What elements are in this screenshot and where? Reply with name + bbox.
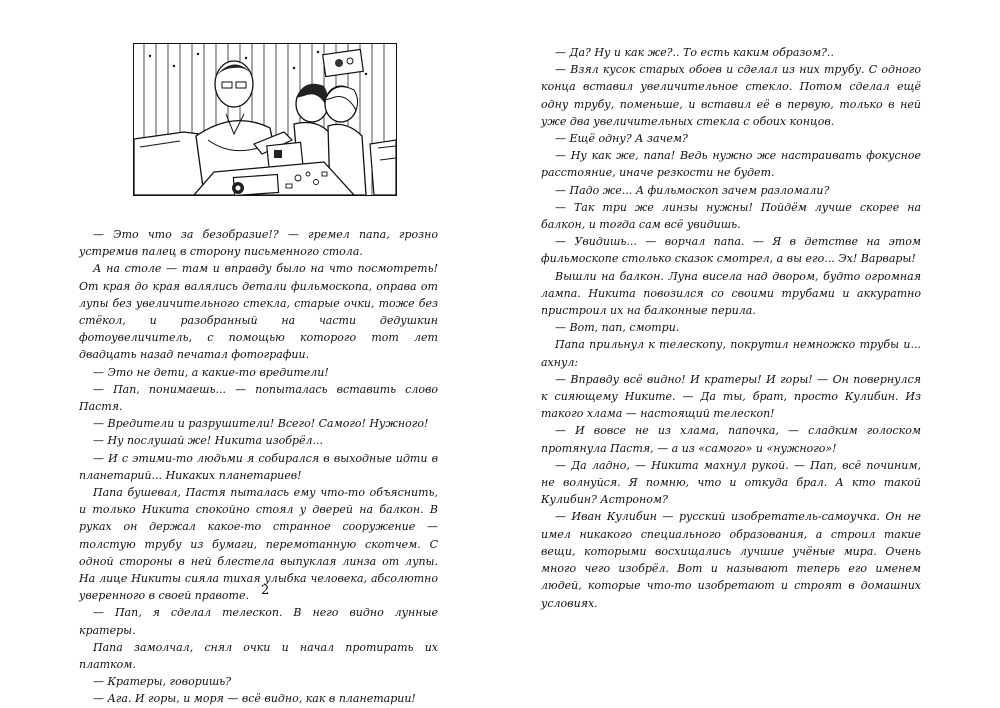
left-paragraph-10: Папа замолчал, снял очки и начал протирать их платком. (79, 640, 438, 672)
right-paragraph-12: — И вовсе не из хлама, папочка, — сладким голоском протянула Пастя, — а из «самого» и «нужного»! (541, 424, 921, 455)
left-text-column (79, 226, 438, 708)
page-number: 2 (261, 583, 270, 598)
right-paragraph-6: — Так три же линзы нужны! Пойдём лучше скорее на балкон, и тогда сам всё увидишь. (541, 200, 921, 232)
right-paragraph-2: — Взял кусок старых обоев и сделал из них трубу. С одного конца вставил увеличительное стекло. Потом сделал ещё одну трубу, поменьше, и вставил её в первую, только в ней уже два увеличительных стекла с обоих концов. (541, 63, 921, 128)
right-paragraph-13: — Да ладно, — Никита махнул рукой. — Пап, всё починим, не волнуйся. Я помню, что и откуда брал. А кто такой Кулибин? Астроном? (541, 458, 921, 507)
right-paragraph-10: Папа прильнул к телескопу, покрутил немножко трубы и... ахнул: (541, 338, 921, 369)
left-page (0, 0, 500, 706)
right-paragraph-1: — Да? Ну и как же?.. То есть каким образом?.. (555, 46, 835, 59)
right-page (500, 0, 1000, 643)
left-paragraph-3: — Это не дети, а какие-то вредители! (93, 365, 329, 379)
left-paragraph-12: — Ага. И горы, и моря — всё видно, как в планетарии! (93, 692, 416, 706)
illustration (133, 43, 397, 196)
left-paragraph-8: Папа бушевал, Пастя пыталась ему что-то объяснить, и только Никита спокойно стоял у дверей на балкон. В руках он держал какое-то странное сооружение — толстую трубу из бумаги, перемотанную скотчем. С одной стороны в ней блестела выпуклая линза от лупы. На лице Никиты сияла тихая улыбка человека, абсолютно уверенного в своей правоте. (79, 486, 438, 603)
right-paragraph-7: — Увидишь... — ворчал папа. — Я в детстве на этом фильмоскопе столько сказок смотрел, а вы его... Эх! Варвары! (541, 235, 921, 266)
left-paragraph-9: — Пап, я сделал телескоп. В него видно лунные кратеры. (79, 606, 438, 637)
right-paragraph-4: — Ну как же, папа! Ведь нужно же настраивать фокусное расстояние, иначе резкости не будет. (541, 149, 921, 180)
right-paragraph-14: — Иван Кулибин — русский изобретатель-самоучка. Он не имел никакого специального образования, а строил такие вещи, которыми восхищались лучшие учёные мира. Очень много чего изобрёл. Вот и называют теперь его именем людей, которые что-то изобретают и строят в домашних условиях. (541, 510, 921, 610)
right-paragraph-3: — Ещё одну? А зачем? (555, 132, 688, 146)
left-paragraph-6: — Ну послушай же! Никита изобрёл... (93, 434, 323, 448)
left-paragraph-2: А на столе — там и вправду было на что посмотреть! От края до края валялись детали фильмоскопа, оправа от лупы без увеличительного стекла, старые очки, тоже без стёкол, и разобранный на части дедушкин фотоувеличитель, с помощью которого тот лет двадцать назад печатал фотографии. (79, 262, 438, 362)
left-paragraph-7: — И с этими-то людьми я собирался в выходные идти в планетарий... Никаких планетариев! (79, 451, 438, 482)
right-text-column (541, 44, 921, 612)
left-paragraph-4: — Пап, понимаешь... — попыталась вставить слово Пастя. (79, 382, 438, 414)
left-paragraph-1: — Это что за безобразие!? — гремел папа, грозно устремив палец в сторону письменного стола. (79, 228, 438, 259)
left-paragraph-5: — Вредители и разрушители! Всего! Самого! Нужного! (93, 417, 429, 431)
right-paragraph-8: Вышли на балкон. Луна висела над двором, будто огромная лампа. Никита повозился со своими трубами и аккуратно пристроил их на балконные перила. (541, 269, 921, 318)
left-paragraph-11: — Кратеры, говоришь? (93, 675, 232, 689)
right-paragraph-5: — Падо же... А фильмоскоп зачем разломали? (555, 183, 830, 197)
right-paragraph-11: — Вправду всё видно! И кратеры! И горы! — Он повернулся к сияющему Никите. — Да ты, брат, просто Кулибин. Из такого хлама — настоящий телескоп! (541, 372, 921, 421)
illustration-drawing (134, 44, 396, 195)
right-paragraph-9: — Вот, пап, смотри. (555, 321, 680, 335)
